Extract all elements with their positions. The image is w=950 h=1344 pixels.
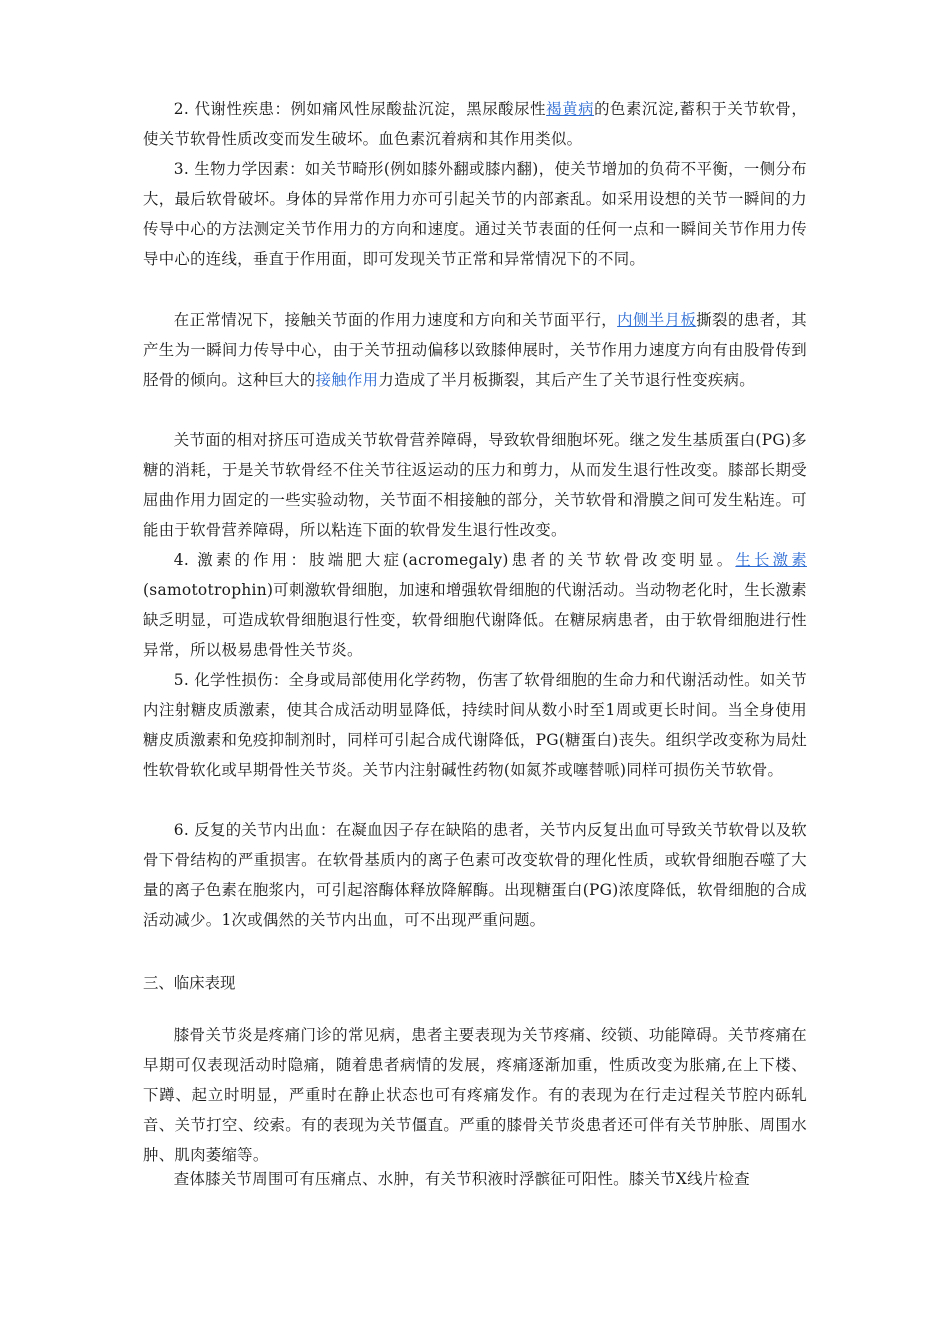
section-heading-clinical: 三、临床表现 — [143, 974, 236, 992]
paragraph-text: 2. 代谢性疾患：例如痛风性尿酸盐沉淀，黑尿酸尿性 — [173, 100, 547, 118]
paragraph-text: 的色素沉淀,蓄积于关节软骨，使关节软骨性质改变而发生破坏。血色素沉着病和其作用类似。 — [143, 100, 808, 148]
link-alkaptonuria[interactable]: 褐黄病 — [546, 100, 595, 118]
paragraph-hormones — [143, 545, 807, 665]
paragraph-hemarthrosis: 6. 反复的关节内出血：在凝血因子存在缺陷的患者，关节内反复出血可导致关节软骨以及软骨下骨结构的严重损害。在软骨基质内的离子色素可改变软骨的理化性质，或软骨细胞吞噬了大量的离子色素在胞浆内，可引起溶酶体释放降解酶。出现糖蛋白(PG)浓度降低，软骨细胞的合成活动减少。1次或偶然的关节内出血，可不出现严重问题。 — [143, 821, 807, 929]
paragraph-metabolic — [143, 94, 807, 154]
paragraph-examination: 查体膝关节周围可有压痛点、水肿，有关节积液时浮髌征可阳性。膝关节X线片检查 — [173, 1170, 750, 1188]
paragraph-clinical-symptoms: 膝骨关节炎是疼痛门诊的常见病，患者主要表现为关节疼痛、绞锁、功能障碍。关节疼痛在早期可仅表现活动时隐痛，随着患者病情的发展，疼痛逐渐加重，性质改变为胀痛,在上下楼、下蹲、起立时明显，严重时在静止状态也可有疼痛发作。有的表现为在行走过程关节腔内砾轧音、关节打空、绞索。有的表现为关节僵直。严重的膝骨关节炎患者还可伴有关节肿胀、周围水肿、肌肉萎缩等。 — [143, 1026, 807, 1164]
paragraph-text: 4. 激素的作用：肢端肥大症(acromegaly)患者的关节软骨改变明显。 — [173, 551, 736, 569]
link-growth-hormone[interactable]: 生长激素 — [735, 551, 807, 569]
paragraph-normal-condition — [143, 305, 807, 395]
paragraph-text: 力造成了半月板撕裂，其后产生了关节退行性变疾病。 — [378, 371, 755, 389]
link-contact-action[interactable]: 接触作用 — [315, 371, 379, 389]
paragraph-text: (samototrophin)可刺激软骨细胞，加速和增强软骨细胞的代谢活动。当动物老化时，生长激素缺乏明显，可造成软骨细胞退行性变，软骨细胞代谢降低。在糖尿病患者，由于软骨细胞进行性异常，所以极易患骨性关节炎。 — [143, 581, 807, 659]
paragraph-text: 在正常情况下，接触关节面的作用力速度和方向和关节面平行， — [173, 311, 618, 329]
link-medial-meniscus[interactable]: 内侧半月板 — [617, 311, 697, 329]
paragraph-chemical-injury: 5. 化学性损伤：全身或局部使用化学药物，伤害了软骨细胞的生命力和代谢活动性。如关节内注射糖皮质激素，使其合成活动明显降低，持续时间从数小时至1周或更长时间。当全身使用糖皮质激素和免疫抑制剂时，同样可引起合成代谢降低，PG(糖蛋白)丧失。组织学改变称为局灶性软骨软化或早期骨性关节炎。关节内注射碱性药物(如氮芥或噻替哌)同样可损伤关节软骨。 — [143, 671, 807, 779]
paragraph-biomechanical: 3. 生物力学因素：如关节畸形(例如膝外翻或膝内翻)，使关节增加的负荷不平衡，一侧分布大，最后软骨破坏。身体的异常作用力亦可引起关节的内部紊乱。如采用设想的关节一瞬间的力传导中心的方法测定关节作用力的方向和速度。通过关节表面的任何一点和一瞬间关节作用力传导中心的连线，垂直于作用面，即可发现关节正常和异常情况下的不同。 — [143, 160, 807, 268]
paragraph-text: 撕裂的患者，其产生为一瞬间力传导中心，由于关节扭动偏移以致膝伸展时，关节作用力速度方向有由股骨传到胫骨的倾向。这种巨大的 — [143, 311, 807, 389]
paragraph-joint-compression: 关节面的相对挤压可造成关节软骨营养障碍，导致软骨细胞坏死。继之发生基质蛋白(PG)多糖的消耗，于是关节软骨经不住关节往返运动的压力和剪力，从而发生退行性改变。膝部长期受屈曲作用力固定的一些实验动物，关节面不相接触的部分，关节软骨和滑膜之间可发生粘连。可能由于软骨营养障碍，所以粘连下面的软骨发生退行性改变。 — [143, 431, 807, 539]
